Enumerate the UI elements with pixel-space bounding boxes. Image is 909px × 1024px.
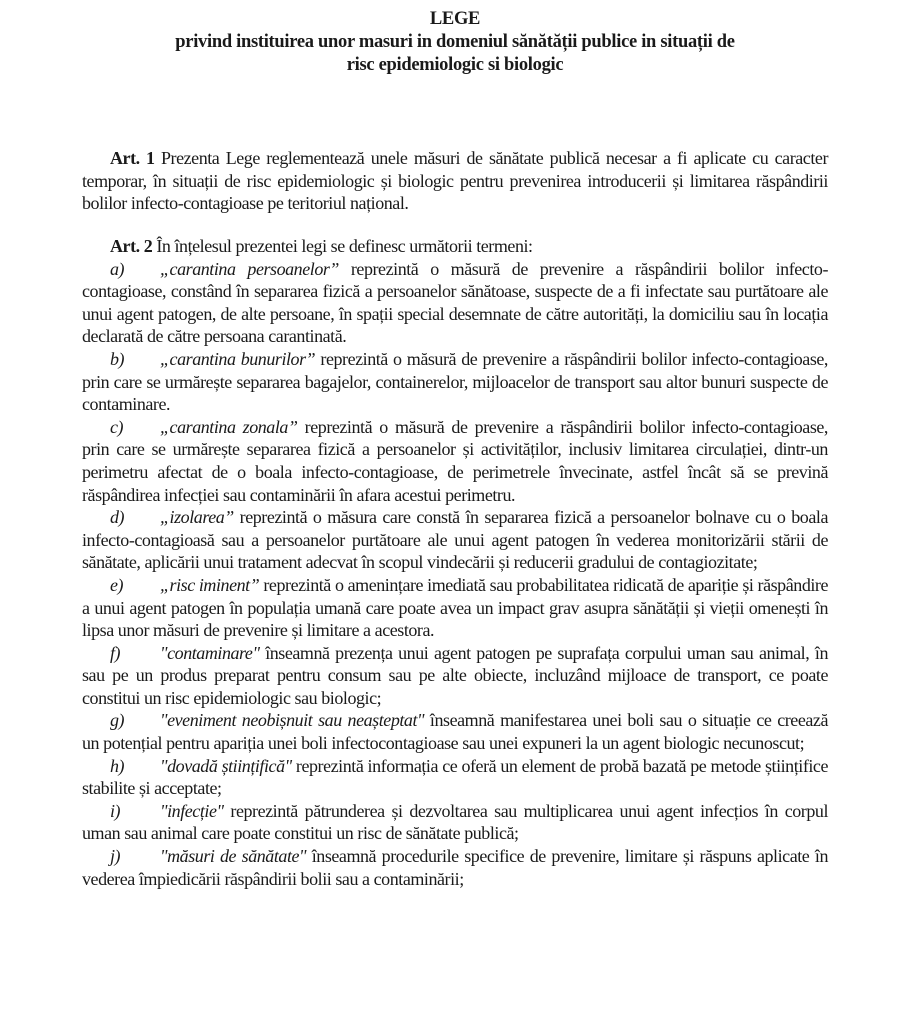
title-block: [82, 8, 828, 77]
definition-text: reprezintă o măsură de prevenire a răspândirii bolilor infecto-contagioase, prin care se urmărește separarea fizică a persoanelor și activităților, inclusiv limitarea circulației, dintr-un perimetru afectat de o boala infecto-contagioase, de perimetrele învecinate, astfel încât să se prevină răspândirea infecției sau contaminării în afara acestui perimetru.: [82, 416, 828, 505]
article-2-intro-text: În înțelesul prezentei legi se definesc următorii termeni:: [152, 236, 533, 256]
document-subtitle-line1: privind instituirea unor masuri in domeniul sănătății publice in situații de: [175, 32, 735, 52]
definition-d: [82, 506, 828, 574]
definition-letter: f): [110, 642, 121, 663]
definition-a: [82, 258, 828, 348]
definition-text: reprezintă o măsura care constă în separarea fizică a persoanelor bolnave cu o boala infecto-contagioasă sau a persoanelor purtătoare ale unui agent patogen în vederea monitorizării stării de sănătate, aplicării unui tratament adecvat în scopul vindecării și reducerii gradului de contagiozitate;: [82, 507, 828, 573]
definition-text: înseamnă procedurile specifice de prevenire, limitare și răspuns aplicate în vederea împiedicării răspândirii bolii sau a contaminării;: [82, 846, 828, 889]
article-1: [82, 147, 828, 215]
definition-letter: j): [110, 846, 121, 867]
definition-text: reprezintă o măsură de prevenire a răspândirii bolilor infecto-contagioase, prin care se urmărește separarea bagajelor, containerelor, mijloacelor de transport sau altor bunuri suspecte de contaminare.: [82, 348, 828, 415]
definition-term: „carantina persoanelor”: [160, 258, 339, 279]
document-title: LEGE: [429, 9, 481, 29]
definition-text: înseamnă prezența unui agent patogen pe suprafața corpului uman sau animal, în sau pe un produs preparat pentru consum sau pe alte obiecte, incluzând mijloace de transport, ce poate constitui un risc epidemiologic sau biologic;: [82, 642, 828, 708]
definition-term: "infecție": [160, 800, 224, 821]
definition-letter: e): [110, 574, 124, 595]
definition-b: [82, 348, 828, 416]
article-2: [82, 235, 828, 890]
definition-term: „risc iminent”: [160, 574, 260, 595]
definition-h: [82, 755, 828, 800]
definition-i: [82, 800, 828, 845]
article-1-text: Prezenta Lege reglementează unele măsuri de sănătate publică necesar a fi aplicate cu caracter temporar, în situații de risc epidemiologic și biologic pentru prevenirea introducerii și limitarea răspândirii bolilor infecto-contagioase pe teritoriul național.: [82, 148, 828, 214]
definition-term: „carantina bunurilor”: [160, 348, 316, 369]
article-2-label: Art. 2: [110, 236, 153, 256]
definition-letter: c): [110, 416, 124, 437]
definition-term: "dovadă științifică": [160, 755, 292, 776]
definition-term: „carantina zonala”: [160, 416, 298, 437]
definition-term: „izolarea”: [160, 507, 234, 528]
definition-letter: g): [110, 710, 125, 731]
definition-j: [82, 845, 828, 890]
definition-letter: a): [110, 258, 125, 279]
definition-letter: b): [110, 348, 125, 369]
definition-f: [82, 642, 828, 710]
definition-term: "măsuri de sănătate": [160, 846, 307, 867]
definition-g: [82, 709, 828, 754]
article-2-intro: [82, 235, 828, 258]
article-1-label: Art. 1: [110, 148, 155, 168]
definition-letter: i): [110, 800, 121, 821]
document-subtitle-line2: risc epidemiologic si biologic: [346, 55, 564, 75]
definition-letter: h): [110, 755, 125, 776]
definition-c: [82, 416, 828, 506]
definition-text: reprezintă informația ce oferă un element de probă bazată pe metode științifice stabilite și acceptate;: [82, 755, 829, 799]
definition-term: "eveniment neobișnuit sau neașteptat": [160, 710, 425, 731]
definition-text: reprezintă o măsură de prevenire a răspândirii bolilor infecto-contagioase, constând în separarea fizică a persoanelor sănătoase, suspecte de a fi infectate sau purtătoare ale unui agent patogen, de alte persoane, în spații special desemnate de către autorități, la domiciliu sau în locația declarată de către persoana carantinată.: [82, 258, 828, 347]
definition-text: reprezintă pătrunderea și dezvoltarea sau multiplicarea unui agent infecțios în corpul uman sau animal care poate constitui un risc de sănătate publică;: [82, 800, 828, 844]
definition-e: [82, 574, 828, 642]
definition-letter: d): [110, 507, 125, 528]
definition-text: înseamnă manifestarea unei boli sau o situație ce creează un potențial pentru apariția unei boli infectocontagioase sau unei expuneri la un agent biologic necunoscut;: [82, 710, 828, 754]
document-page: [82, 0, 829, 889]
definition-text: reprezintă o amenințare imediată sau probabilitatea ridicată de apariție și răspândire a unui agent patogen în populația umană care poate avea un impact grav asupra sănătății și vieții omenești în lipsa unor măsuri de prevenire și limitare a acestora.: [82, 574, 829, 641]
definition-term: "contaminare": [160, 642, 260, 663]
